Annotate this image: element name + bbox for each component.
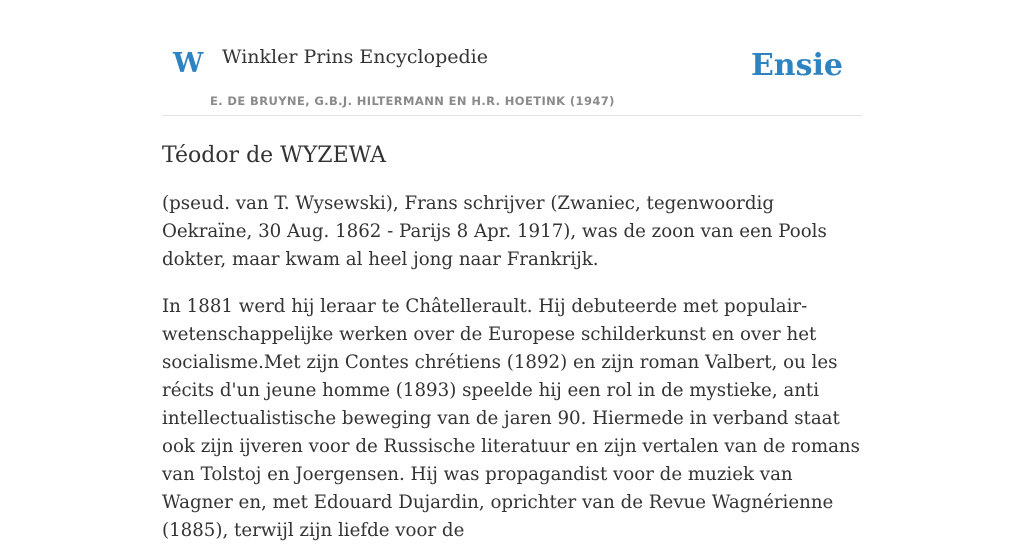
article-title: Téodor de WYZEWA	[162, 143, 387, 168]
page-container	[162, 0, 862, 545]
winkler-prins-logo[interactable]: W	[173, 48, 204, 79]
article-paragraph-2: In 1881 werd hij leraar te Châtellerault. Hij debuteerde met populair-wetenschappelijke werken over de Europese schilderkunst en over het socialisme.Met zijn Contes chrétiens (1892) en zijn roman Valbert, ou les récits d'un jeune homme (1893) speelde hij een rol in de mystieke, anti intellectualistische beweging van de jaren 90. Hiermede in verband staat ook zijn ijveren voor de Russische literatuur en zijn vertalen van de romans van Tolstoj en Joergensen. Hij was propagandist voor de muziek van Wagner en, met Edouard Dujardin, oprichter van de Revue Wagnérienne (1885), terwijl zijn liefde voor de	[162, 296, 860, 541]
article-paragraph-1: (pseud. van T. Wysewski), Frans schrijver (Zwaniec, tegenwoordig Oekraïne, 30 Aug. 1862 - Parijs 8 Apr. 1917), was de zoon van een Pools dokter, maar kwam al heel jong naar Frankrijk.	[162, 193, 827, 270]
site-header	[162, 0, 862, 116]
ensie-logo[interactable]: Ensie	[750, 48, 843, 83]
book-title[interactable]: Winkler Prins Encyclopedie	[222, 46, 488, 68]
book-authors: E. DE BRUYNE, G.B.J. HILTERMANN EN H.R. HOETINK (1947)	[210, 94, 615, 108]
